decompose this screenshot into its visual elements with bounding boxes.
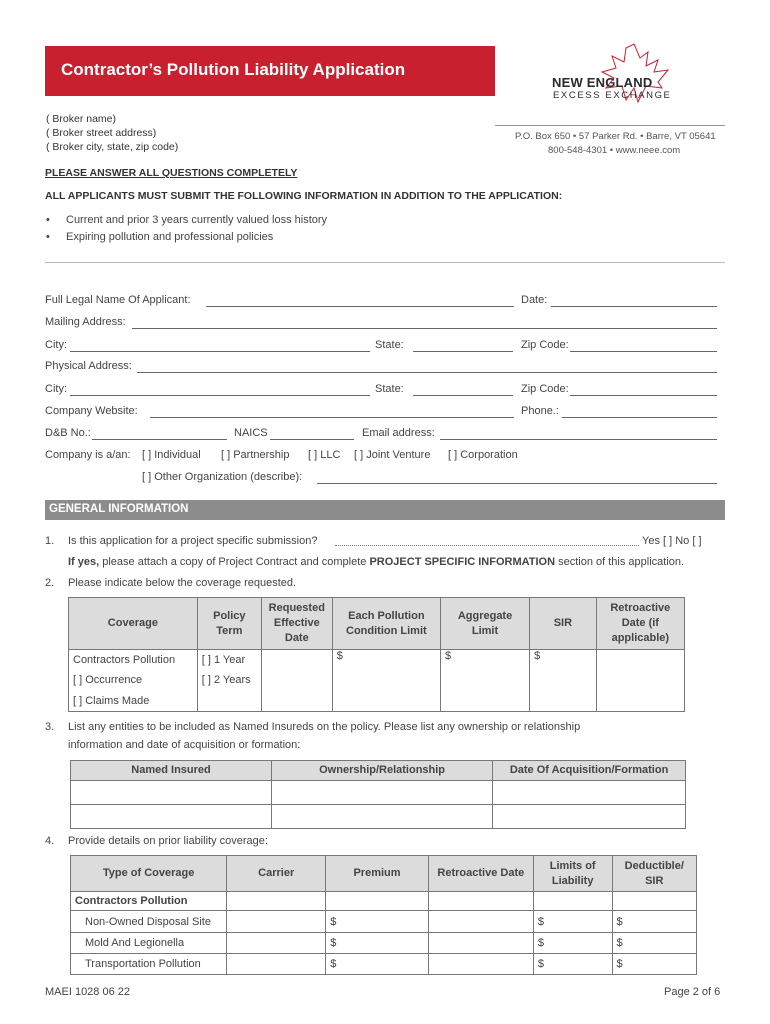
header-each-pollution: Each Pollution Condition Limit bbox=[332, 598, 440, 650]
zip-field[interactable] bbox=[570, 351, 717, 352]
retro-cell[interactable] bbox=[428, 933, 533, 954]
named-insured-cell[interactable] bbox=[71, 805, 272, 829]
page-number: Page 2 of 6 bbox=[664, 986, 721, 998]
broker-city: ( Broker city, state, zip code) bbox=[46, 141, 179, 153]
header-carrier: Carrier bbox=[227, 856, 326, 892]
retro-cell[interactable] bbox=[428, 954, 533, 975]
cell-contractors-pollution: Contractors Pollution bbox=[69, 650, 198, 670]
page-title: Contractor’s Pollution Liability Application bbox=[61, 60, 406, 79]
website-field[interactable] bbox=[150, 417, 514, 418]
carrier-cell[interactable] bbox=[227, 933, 326, 954]
form-code: MAEI 1028 06 22 bbox=[45, 986, 131, 998]
naics-field[interactable] bbox=[270, 439, 354, 440]
label-state: State: bbox=[375, 339, 404, 351]
header-retroactive-date: Retroactive Date bbox=[428, 856, 533, 892]
q4-text: Provide details on prior liability coverage: bbox=[68, 835, 268, 847]
premium-cell[interactable]: $ bbox=[326, 933, 429, 954]
limits-cell[interactable] bbox=[533, 892, 612, 911]
header-coverage: Coverage bbox=[69, 598, 198, 650]
q3-number: 3. bbox=[45, 721, 55, 733]
prior-coverage-table bbox=[70, 855, 697, 975]
label-company-is: Company is a/an: bbox=[45, 449, 131, 461]
label-website: Company Website: bbox=[45, 405, 138, 417]
cell-each-limit[interactable]: $ bbox=[332, 650, 440, 712]
retro-cell[interactable] bbox=[428, 911, 533, 933]
label-date: Date: bbox=[521, 294, 548, 306]
label-db: D&B No.: bbox=[45, 427, 91, 439]
limits-cell[interactable]: $ bbox=[533, 933, 612, 954]
checkbox-partnership[interactable]: [ ] Partnership bbox=[221, 449, 290, 461]
q1-number: 1. bbox=[45, 535, 55, 547]
cell-effective-date[interactable] bbox=[261, 650, 332, 712]
header-aggregate: Aggregate Limit bbox=[440, 598, 529, 650]
logo-line1: NEW ENGLAND bbox=[552, 75, 653, 90]
full-name-field[interactable] bbox=[206, 306, 514, 307]
checkbox-occurrence[interactable]: [ ] Occurrence bbox=[69, 670, 198, 691]
checkbox-llc[interactable]: [ ] LLC bbox=[308, 449, 341, 461]
checkbox-1-year[interactable]: [ ] 1 Year bbox=[197, 650, 261, 670]
header-policy-term: Policy Term bbox=[197, 598, 261, 650]
contact-address: P.O. Box 650 • 57 Parker Rd. • Barre, VT 05641 bbox=[515, 131, 716, 142]
deductible-cell[interactable]: $ bbox=[612, 911, 696, 933]
db-field[interactable] bbox=[92, 439, 227, 440]
ownership-cell[interactable] bbox=[272, 805, 493, 829]
physical-address-field[interactable] bbox=[137, 372, 717, 373]
city-field[interactable] bbox=[70, 351, 370, 352]
carrier-cell[interactable] bbox=[227, 892, 326, 911]
broker-street: ( Broker street address) bbox=[46, 127, 157, 139]
q2-text: Please indicate below the coverage requested. bbox=[68, 577, 297, 589]
label-full-name: Full Legal Name Of Applicant: bbox=[45, 294, 191, 306]
carrier-cell[interactable] bbox=[227, 911, 326, 933]
q1-text: Is this application for a project specific submission? bbox=[68, 535, 318, 547]
zip-field-2[interactable] bbox=[570, 395, 717, 396]
bullet-item: • Expiring pollution and professional policies bbox=[46, 231, 274, 243]
instruction-subheading: ALL APPLICANTS MUST SUBMIT THE FOLLOWING INFORMATION IN ADDITION TO THE APPLICATION: bbox=[45, 190, 563, 202]
deductible-cell[interactable] bbox=[612, 892, 696, 911]
label-naics: NAICS bbox=[234, 427, 268, 439]
label-zip: Zip Code: bbox=[521, 339, 569, 351]
header-limits: Limits of Liability bbox=[533, 856, 612, 892]
q4-number: 4. bbox=[45, 835, 55, 847]
phone-field[interactable] bbox=[562, 417, 717, 418]
label-phone: Phone.: bbox=[521, 405, 559, 417]
label-city: City: bbox=[45, 339, 67, 351]
checkbox-other[interactable]: [ ] Other Organization (describe): bbox=[142, 471, 303, 483]
coverage-table bbox=[68, 597, 685, 712]
row-label-non-owned: Non-Owned Disposal Site bbox=[71, 911, 227, 933]
contact-divider bbox=[495, 125, 725, 126]
header-retroactive: Retroactive Date (if applicable) bbox=[596, 598, 684, 650]
checkbox-joint-venture[interactable]: [ ] Joint Venture bbox=[354, 449, 431, 461]
label-zip-2: Zip Code: bbox=[521, 383, 569, 395]
limits-cell[interactable]: $ bbox=[533, 954, 612, 975]
q3-text-line2: information and date of acquisition or formation: bbox=[68, 739, 301, 751]
named-insured-cell[interactable] bbox=[71, 781, 272, 805]
header-premium: Premium bbox=[326, 856, 429, 892]
broker-name: ( Broker name) bbox=[46, 113, 117, 125]
q1-leader bbox=[335, 545, 639, 546]
bullet-item: • Current and prior 3 years currently valued loss history bbox=[46, 214, 328, 226]
q2-number: 2. bbox=[45, 577, 55, 589]
deductible-cell[interactable]: $ bbox=[612, 954, 696, 975]
date-acquisition-cell[interactable] bbox=[493, 781, 686, 805]
cell-aggregate[interactable]: $ bbox=[440, 650, 529, 712]
deductible-cell[interactable]: $ bbox=[612, 933, 696, 954]
contact-phone: 800-548-4301 • www.neee.com bbox=[548, 145, 681, 156]
header-named-insured: Named Insured bbox=[71, 761, 272, 781]
state-field-2[interactable] bbox=[413, 395, 513, 396]
q1-if-yes: If yes, please attach a copy of Project Contract and complete PROJECT SPECIFIC INFORMATION section of this application. bbox=[68, 556, 685, 568]
state-field[interactable] bbox=[413, 351, 513, 352]
section-general-information bbox=[45, 500, 725, 520]
label-city-2: City: bbox=[45, 383, 67, 395]
retro-cell[interactable] bbox=[428, 892, 533, 911]
date-field[interactable] bbox=[551, 306, 717, 307]
cell-sir[interactable]: $ bbox=[530, 650, 597, 712]
checkbox-2-years[interactable]: [ ] 2 Years bbox=[197, 670, 261, 691]
premium-cell[interactable] bbox=[326, 892, 429, 911]
premium-cell[interactable]: $ bbox=[326, 911, 429, 933]
header-sir: SIR bbox=[530, 598, 597, 650]
other-field[interactable] bbox=[317, 483, 717, 484]
title-banner bbox=[45, 46, 495, 96]
q1-yes-no[interactable]: Yes [ ] No [ ] bbox=[642, 535, 702, 547]
date-acquisition-cell[interactable] bbox=[493, 805, 686, 829]
divider bbox=[45, 262, 725, 263]
label-physical: Physical Address: bbox=[45, 360, 132, 372]
label-state-2: State: bbox=[375, 383, 404, 395]
checkbox-corporation[interactable]: [ ] Corporation bbox=[448, 449, 518, 461]
row-label-mold: Mold And Legionella bbox=[71, 933, 227, 954]
header-ownership: Ownership/Relationship bbox=[272, 761, 493, 781]
limits-cell[interactable]: $ bbox=[533, 911, 612, 933]
email-field[interactable] bbox=[440, 439, 717, 440]
row-label-transportation: Transportation Pollution bbox=[71, 954, 227, 975]
row-group-label: Contractors Pollution bbox=[71, 892, 227, 911]
mailing-address-field[interactable] bbox=[132, 328, 717, 329]
checkbox-claims-made[interactable]: [ ] Claims Made bbox=[69, 691, 198, 712]
section-heading: GENERAL INFORMATION bbox=[49, 503, 189, 515]
ownership-cell[interactable] bbox=[272, 781, 493, 805]
instruction-heading: PLEASE ANSWER ALL QUESTIONS COMPLETELY bbox=[45, 167, 298, 179]
q3-text-line1: List any entities to be included as Named Insureds on the policy. Please list any ownership or relationship bbox=[68, 721, 581, 733]
cell-retroactive[interactable] bbox=[596, 650, 684, 712]
premium-cell[interactable]: $ bbox=[326, 954, 429, 975]
header-deductible: Deductible/ SIR bbox=[612, 856, 696, 892]
header-type-coverage: Type of Coverage bbox=[71, 856, 227, 892]
label-email: Email address: bbox=[362, 427, 435, 439]
named-insured-table bbox=[70, 760, 686, 829]
carrier-cell[interactable] bbox=[227, 954, 326, 975]
header-effective-date: Requested Effective Date bbox=[261, 598, 332, 650]
logo-line2: EXCESS EXCHANGE bbox=[553, 90, 672, 101]
checkbox-individual[interactable]: [ ] Individual bbox=[142, 449, 201, 461]
cell-empty bbox=[197, 691, 261, 712]
header-date-acquisition: Date Of Acquisition/Formation bbox=[493, 761, 686, 781]
label-mailing: Mailing Address: bbox=[45, 316, 126, 328]
city-field-2[interactable] bbox=[70, 395, 370, 396]
